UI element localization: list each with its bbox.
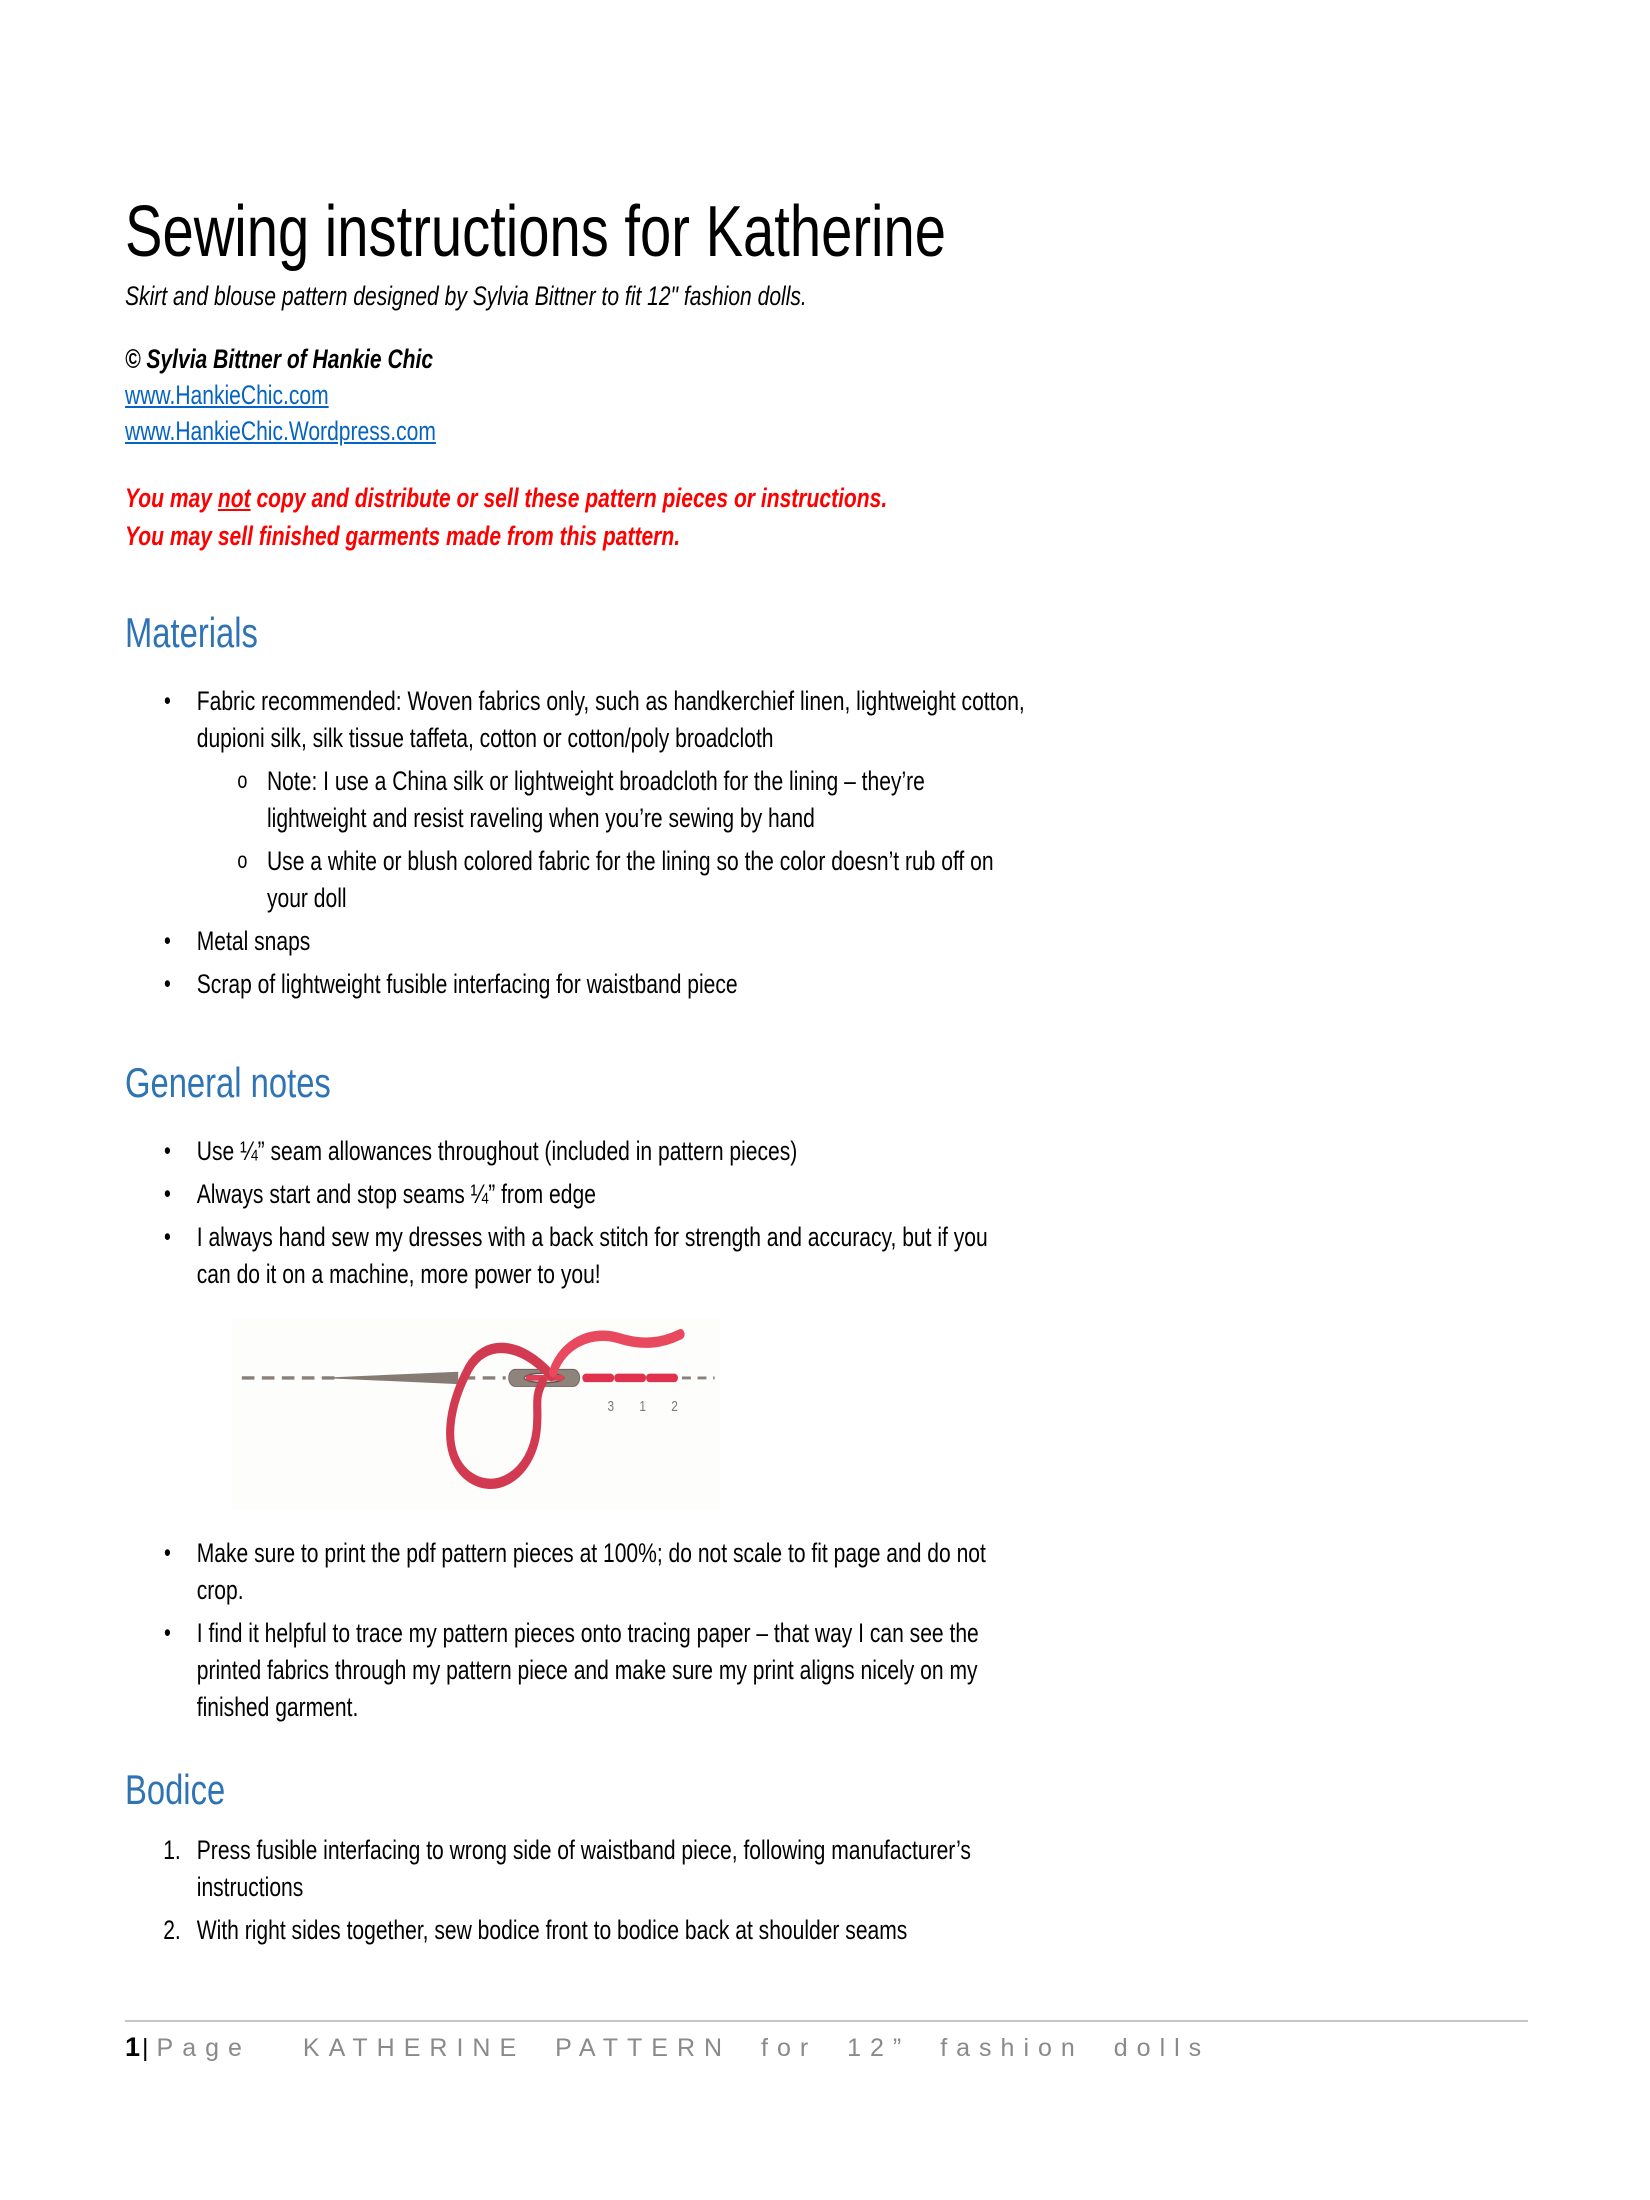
notice-line1-pre: You may bbox=[125, 483, 218, 513]
document-content bbox=[125, 193, 1026, 1955]
backstitch-diagram bbox=[203, 1319, 749, 1509]
page-label: Page bbox=[156, 2034, 251, 2062]
notice-line1-underlined: not bbox=[217, 483, 251, 513]
general-notes-list bbox=[125, 1133, 1026, 1726]
document-subtitle: Skirt and blouse pattern designed by Sylvia Bittner to fit 12" fashion dolls. bbox=[125, 281, 807, 311]
list-item-text: Always start and stop seams ¼” from edge bbox=[196, 1179, 596, 1209]
numbered-list-item bbox=[125, 1912, 1026, 1949]
list-item-text: With right sides together, sew bodice front to bodice back at shoulder seams bbox=[196, 1915, 908, 1945]
copyright-notice bbox=[125, 479, 1026, 555]
page-title: Sewing instructions for Katherine bbox=[125, 192, 946, 272]
list-item-text: Use ¼” seam allowances throughout (included in pattern pieces) bbox=[196, 1136, 798, 1166]
notice-line-1 bbox=[125, 479, 1026, 517]
list-number: 1. bbox=[163, 1835, 181, 1865]
list-item bbox=[125, 683, 1026, 757]
notice-line-2: You may sell finished garments made from this pattern. bbox=[125, 521, 681, 551]
bullet-icon: • bbox=[164, 687, 171, 715]
list-item bbox=[125, 966, 1026, 1003]
bullet-icon: • bbox=[164, 1539, 171, 1567]
hankiechic-wordpress-link[interactable]: www.HankieChic.Wordpress.com bbox=[125, 416, 436, 446]
list-item-text: Make sure to print the pdf pattern pieces at 100%; do not scale to fit page and do not crop. bbox=[196, 1538, 986, 1605]
list-item bbox=[125, 1133, 1026, 1170]
copyright-line: © Sylvia Bittner of Hankie Chic bbox=[125, 344, 434, 374]
numbered-list-item bbox=[125, 1832, 1026, 1906]
list-item-text: I always hand sew my dresses with a back stitch for strength and accuracy, but if you can do it on a machine, more power to you! bbox=[196, 1222, 988, 1289]
section-heading-bodice: Bodice bbox=[125, 1766, 226, 1813]
sub-bullet-icon: o bbox=[237, 767, 248, 793]
bullet-icon: • bbox=[164, 1619, 171, 1647]
list-item-text: Metal snaps bbox=[196, 926, 311, 956]
bullet-icon: • bbox=[164, 1223, 171, 1251]
hankiechic-link[interactable]: www.HankieChic.com bbox=[125, 380, 329, 410]
list-item bbox=[125, 1535, 1026, 1609]
copyright-block bbox=[125, 341, 1026, 449]
bullet-icon: • bbox=[164, 927, 171, 955]
list-item bbox=[125, 1615, 1026, 1726]
bodice-list bbox=[125, 1832, 1026, 1949]
list-item-text: Note: I use a China silk or lightweight broadcloth for the lining – they’re lightweight and resist raveling when you’re sewing by hand bbox=[266, 766, 925, 833]
notice-line1-post: copy and distribute or sell these pattern pieces or instructions. bbox=[250, 483, 888, 513]
list-item-text: Use a white or blush colored fabric for the lining so the color doesn’t rub off on your doll bbox=[266, 846, 994, 913]
section-heading-general-notes: General notes bbox=[125, 1059, 331, 1106]
list-item bbox=[125, 923, 1026, 960]
stitch-label-3: 3 bbox=[607, 1397, 615, 1415]
bullet-icon: • bbox=[164, 1137, 171, 1165]
page-footer bbox=[125, 2020, 1528, 2063]
bullet-icon: • bbox=[164, 1180, 171, 1208]
page-number: 1 bbox=[125, 2032, 143, 2062]
stitch-label-2: 2 bbox=[671, 1397, 678, 1415]
section-heading-materials: Materials bbox=[125, 609, 258, 656]
bullet-icon: • bbox=[164, 970, 171, 998]
list-item-text: Fabric recommended: Woven fabrics only, such as handkerchief linen, lightweight cotton, dupioni silk, silk tissue taffeta, cotton or cotton/poly broadcloth bbox=[196, 686, 1025, 753]
list-item bbox=[125, 1176, 1026, 1213]
sub-bullet-icon: o bbox=[237, 847, 248, 873]
footer-separator: | bbox=[142, 2034, 149, 2062]
list-item-text: I find it helpful to trace my pattern pieces onto tracing paper – that way I can see the printed fabrics through my pattern piece and make sure my print aligns nicely on my finished garment. bbox=[196, 1618, 979, 1722]
list-item bbox=[125, 843, 1026, 917]
materials-list bbox=[125, 683, 1026, 1003]
list-item-text: Press fusible interfacing to wrong side of waistband piece, following manufacturer’s instructions bbox=[196, 1835, 971, 1902]
list-number: 2. bbox=[163, 1915, 181, 1945]
footer-doc-label: KATHERINE PATTERN for 12” fashion dolls bbox=[302, 2034, 1211, 2062]
list-item bbox=[125, 1219, 1026, 1293]
list-item bbox=[125, 763, 1026, 837]
stitch-label-1: 1 bbox=[639, 1397, 647, 1415]
list-item-text: Scrap of lightweight fusible interfacing for waistband piece bbox=[196, 969, 738, 999]
